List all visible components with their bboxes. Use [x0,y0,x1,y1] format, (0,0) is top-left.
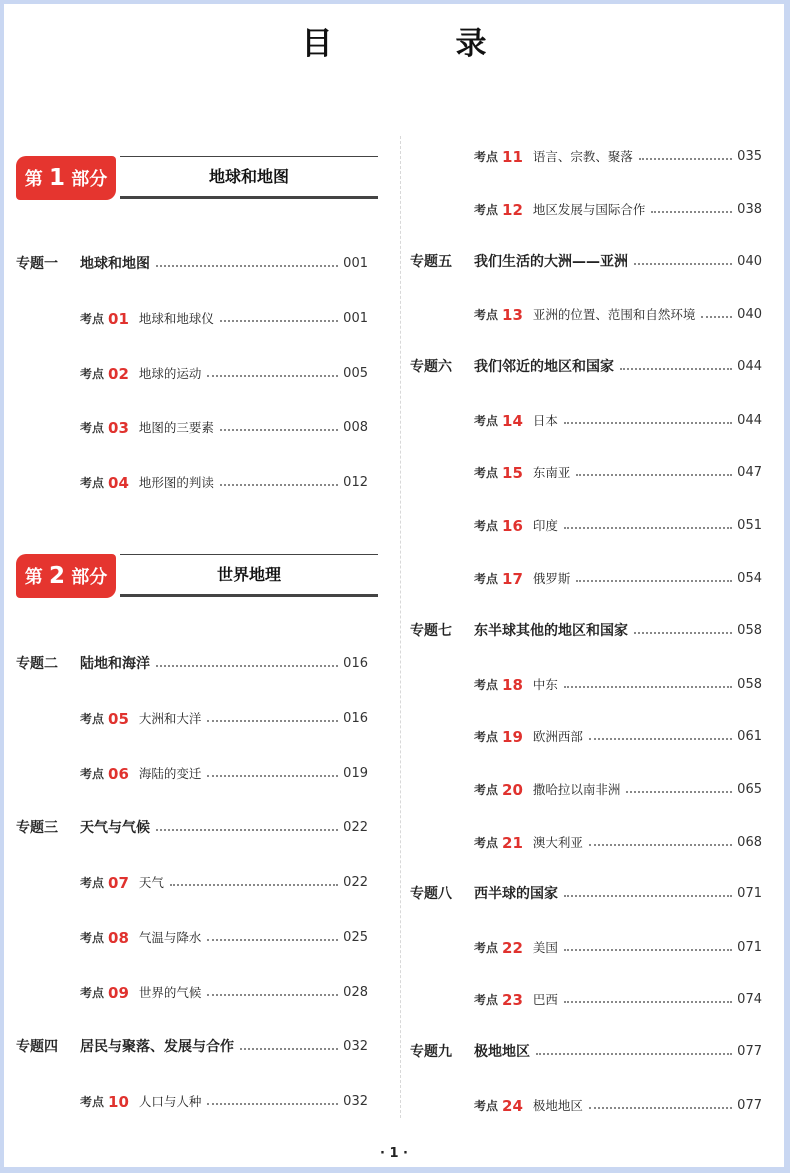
toc-point-row[interactable] [80,763,368,785]
dot-leader [220,484,338,486]
topic-title: 陆地和海洋 [80,656,150,672]
page-number: 068 [737,835,762,850]
point-number: 13 [502,306,523,324]
toc-point-row[interactable] [474,515,762,537]
part-badge [16,554,116,598]
point-number: 08 [108,929,129,947]
dot-leader [220,429,338,431]
point-label: 考点 [80,931,105,945]
dot-leader [156,829,338,831]
point-number: 16 [502,517,523,535]
dot-leader [576,474,732,476]
topic-label: 专题八 [410,886,452,902]
dot-leader [207,375,338,377]
topic-title: 西半球的国家 [474,886,558,902]
toc-point-row[interactable] [474,674,762,696]
point-title: 海陆的变迁 [138,766,202,781]
point-label: 考点 [474,466,499,480]
point-label: 考点 [474,572,499,586]
toc-topic-row[interactable] [410,251,762,273]
point-number: 03 [108,419,129,437]
page-number: 077 [737,1044,762,1059]
point-number: 21 [502,834,523,852]
dot-leader [589,1107,732,1109]
point-number: 20 [502,781,523,799]
page-number: 054 [737,571,762,586]
topic-title: 我们生活的大洲——亚洲 [474,254,628,270]
dot-leader [564,527,732,529]
part-title: 世界地理 [216,565,281,584]
part-rule-top [120,554,378,555]
point-number: 01 [108,310,129,328]
dot-leader [536,1053,732,1055]
point-number: 18 [502,676,523,694]
toc-topic-row[interactable] [410,883,762,905]
toc-point-row[interactable] [80,872,368,894]
point-title: 亚洲的位置、范围和自然环境 [532,307,696,322]
point-label: 考点 [80,986,105,1000]
dot-leader [170,884,338,886]
topic-label: 专题四 [16,1039,58,1055]
part-badge-prefix: 第 [24,169,43,190]
point-label: 考点 [474,519,499,533]
point-title: 中东 [532,677,558,692]
part-rule-bottom [120,594,378,597]
dot-leader [651,211,732,213]
dot-leader [207,939,338,941]
page-number: 044 [737,413,762,428]
topic-label: 专题三 [16,820,58,836]
topic-label: 专题六 [410,359,452,375]
part-title: 地球和地图 [208,167,289,186]
page-number: 001 [343,311,368,326]
page-number: 071 [737,940,762,955]
dot-leader [576,580,732,582]
toc-topic-row[interactable] [16,253,368,275]
point-number: 04 [108,474,129,492]
point-title: 地球和地球仪 [138,311,214,326]
toc-point-row[interactable] [80,982,368,1004]
toc-point-row[interactable] [80,308,368,330]
point-title: 东南亚 [532,465,571,480]
point-label: 考点 [474,783,499,797]
toc-topic-row[interactable] [410,620,762,642]
dot-leader [564,895,732,897]
toc-point-row[interactable] [474,832,762,854]
dot-leader [634,263,732,265]
page-number: 044 [737,359,762,374]
part-badge-number: 1 [48,165,65,191]
dot-leader [564,686,732,688]
part-badge-suffix: 部分 [71,169,108,190]
dot-leader [564,422,732,424]
point-number: 07 [108,874,129,892]
point-number: 22 [502,939,523,957]
topic-label: 专题五 [410,254,452,270]
page-number: 022 [343,875,368,890]
dot-leader [564,1001,732,1003]
point-number: 11 [502,148,523,166]
page-number: 005 [343,366,368,381]
dot-leader [207,994,338,996]
point-label: 考点 [80,421,105,435]
page-number: 058 [737,677,762,692]
page-number: 071 [737,886,762,901]
dot-leader [634,632,732,634]
part-rule-bottom [120,196,378,199]
toc-point-row[interactable] [474,199,762,221]
point-title: 撒哈拉以南非洲 [532,782,621,797]
point-title: 巴西 [532,992,558,1007]
toc-point-row[interactable] [474,568,762,590]
toc-point-row[interactable] [80,363,368,385]
point-title: 地区发展与国际合作 [532,202,646,217]
point-number: 06 [108,765,129,783]
toc-point-row[interactable] [80,1091,368,1113]
point-number: 24 [502,1097,523,1115]
topic-title: 东半球其他的地区和国家 [474,623,628,639]
page-number: 012 [343,475,368,490]
point-title: 日本 [532,413,558,428]
toc-point-row[interactable] [80,417,368,439]
point-label: 考点 [474,1099,499,1113]
topic-label: 专题七 [410,623,452,639]
toc-point-row[interactable] [474,726,762,748]
part-1-header [16,156,378,202]
page-number: 038 [737,202,762,217]
page-number: 028 [343,985,368,1000]
dot-leader [589,738,732,740]
topic-label: 专题九 [410,1044,452,1060]
toc-page [4,4,784,1167]
point-number: 05 [108,710,129,728]
dot-leader [639,158,732,160]
part-2-header [16,554,378,600]
page-number: 047 [737,465,762,480]
point-title: 地球的运动 [138,366,202,381]
point-label: 考点 [474,941,499,955]
part-badge-prefix: 第 [24,567,43,588]
toc-point-row[interactable] [474,989,762,1011]
point-title: 地形图的判读 [138,475,214,490]
point-number: 19 [502,728,523,746]
part-badge-number: 2 [48,563,65,589]
point-label: 考点 [474,678,499,692]
toc-point-row[interactable] [80,708,368,730]
toc-point-row[interactable] [474,1095,762,1117]
page-number: 032 [343,1039,368,1054]
dot-leader [564,949,732,951]
toc-point-row[interactable] [80,472,368,494]
point-label: 考点 [474,308,499,322]
point-title: 世界的气候 [138,985,202,1000]
dot-leader [207,1103,338,1105]
point-label: 考点 [474,414,499,428]
point-title: 语言、宗教、聚落 [532,149,633,164]
topic-title: 居民与聚落、发展与合作 [80,1039,234,1055]
dot-leader [207,720,338,722]
point-label: 考点 [80,876,105,890]
toc-point-row[interactable] [474,410,762,432]
point-number: 10 [108,1093,129,1111]
point-label: 考点 [80,367,105,381]
toc-point-row[interactable] [80,927,368,949]
dot-leader [220,320,338,322]
dot-leader [701,316,732,318]
toc-topic-row[interactable] [410,1041,762,1063]
page-number: 061 [737,729,762,744]
toc-point-row[interactable] [474,304,762,326]
page-number: 019 [343,766,368,781]
point-number: 17 [502,570,523,588]
page-number: 058 [737,623,762,638]
page-number: 074 [737,992,762,1007]
point-title: 地图的三要素 [138,420,214,435]
part-rule-top [120,156,378,157]
toc-topic-row[interactable] [410,356,762,378]
point-number: 09 [108,984,129,1002]
toc-point-row[interactable] [474,779,762,801]
point-label: 考点 [80,712,105,726]
point-title: 澳大利亚 [532,835,583,850]
toc-point-row[interactable] [474,462,762,484]
page-number: 035 [737,149,762,164]
dot-leader [156,665,338,667]
toc-topic-row[interactable] [16,817,368,839]
point-label: 考点 [80,476,105,490]
page-footer-number: · 1 · [380,1146,408,1161]
topic-title: 地球和地图 [80,256,150,272]
point-label: 考点 [474,203,499,217]
toc-point-row[interactable] [474,146,762,168]
topic-title: 我们邻近的地区和国家 [474,359,614,375]
point-number: 12 [502,201,523,219]
column-divider [400,136,401,1118]
page-number: 051 [737,518,762,533]
topic-label: 专题二 [16,656,58,672]
topic-title: 极地地区 [474,1044,530,1060]
toc-topic-row[interactable] [16,1036,368,1058]
page-number: 008 [343,420,368,435]
point-title: 印度 [532,518,558,533]
page-number: 016 [343,656,368,671]
point-number: 23 [502,991,523,1009]
point-title: 天气 [138,875,164,890]
point-number: 15 [502,464,523,482]
dot-leader [589,844,732,846]
point-title: 欧洲西部 [532,729,583,744]
dot-leader [240,1048,338,1050]
page-number: 040 [737,254,762,269]
point-title: 大洲和大洋 [138,711,202,726]
point-label: 考点 [80,312,105,326]
page-number: 001 [343,256,368,271]
point-title: 美国 [532,940,558,955]
page-title: 目 录 [301,26,533,62]
point-label: 考点 [474,836,499,850]
dot-leader [626,791,732,793]
page-number: 016 [343,711,368,726]
point-label: 考点 [474,730,499,744]
point-label: 考点 [80,767,105,781]
point-label: 考点 [474,150,499,164]
point-label: 考点 [474,993,499,1007]
topic-label: 专题一 [16,256,58,272]
page-number: 077 [737,1098,762,1113]
point-title: 极地地区 [532,1098,583,1113]
toc-point-row[interactable] [474,937,762,959]
point-label: 考点 [80,1095,105,1109]
point-number: 14 [502,412,523,430]
page-number: 022 [343,820,368,835]
topic-title: 天气与气候 [80,820,150,836]
part-badge [16,156,116,200]
page-number: 065 [737,782,762,797]
toc-topic-row[interactable] [16,653,368,675]
page-number: 032 [343,1094,368,1109]
dot-leader [620,368,732,370]
point-title: 气温与降水 [138,930,202,945]
page-number: 040 [737,307,762,322]
dot-leader [156,265,338,267]
point-title: 俄罗斯 [532,571,571,586]
dot-leader [207,775,338,777]
point-number: 02 [108,365,129,383]
page-number: 025 [343,930,368,945]
part-badge-suffix: 部分 [71,567,108,588]
point-title: 人口与人种 [138,1094,202,1109]
